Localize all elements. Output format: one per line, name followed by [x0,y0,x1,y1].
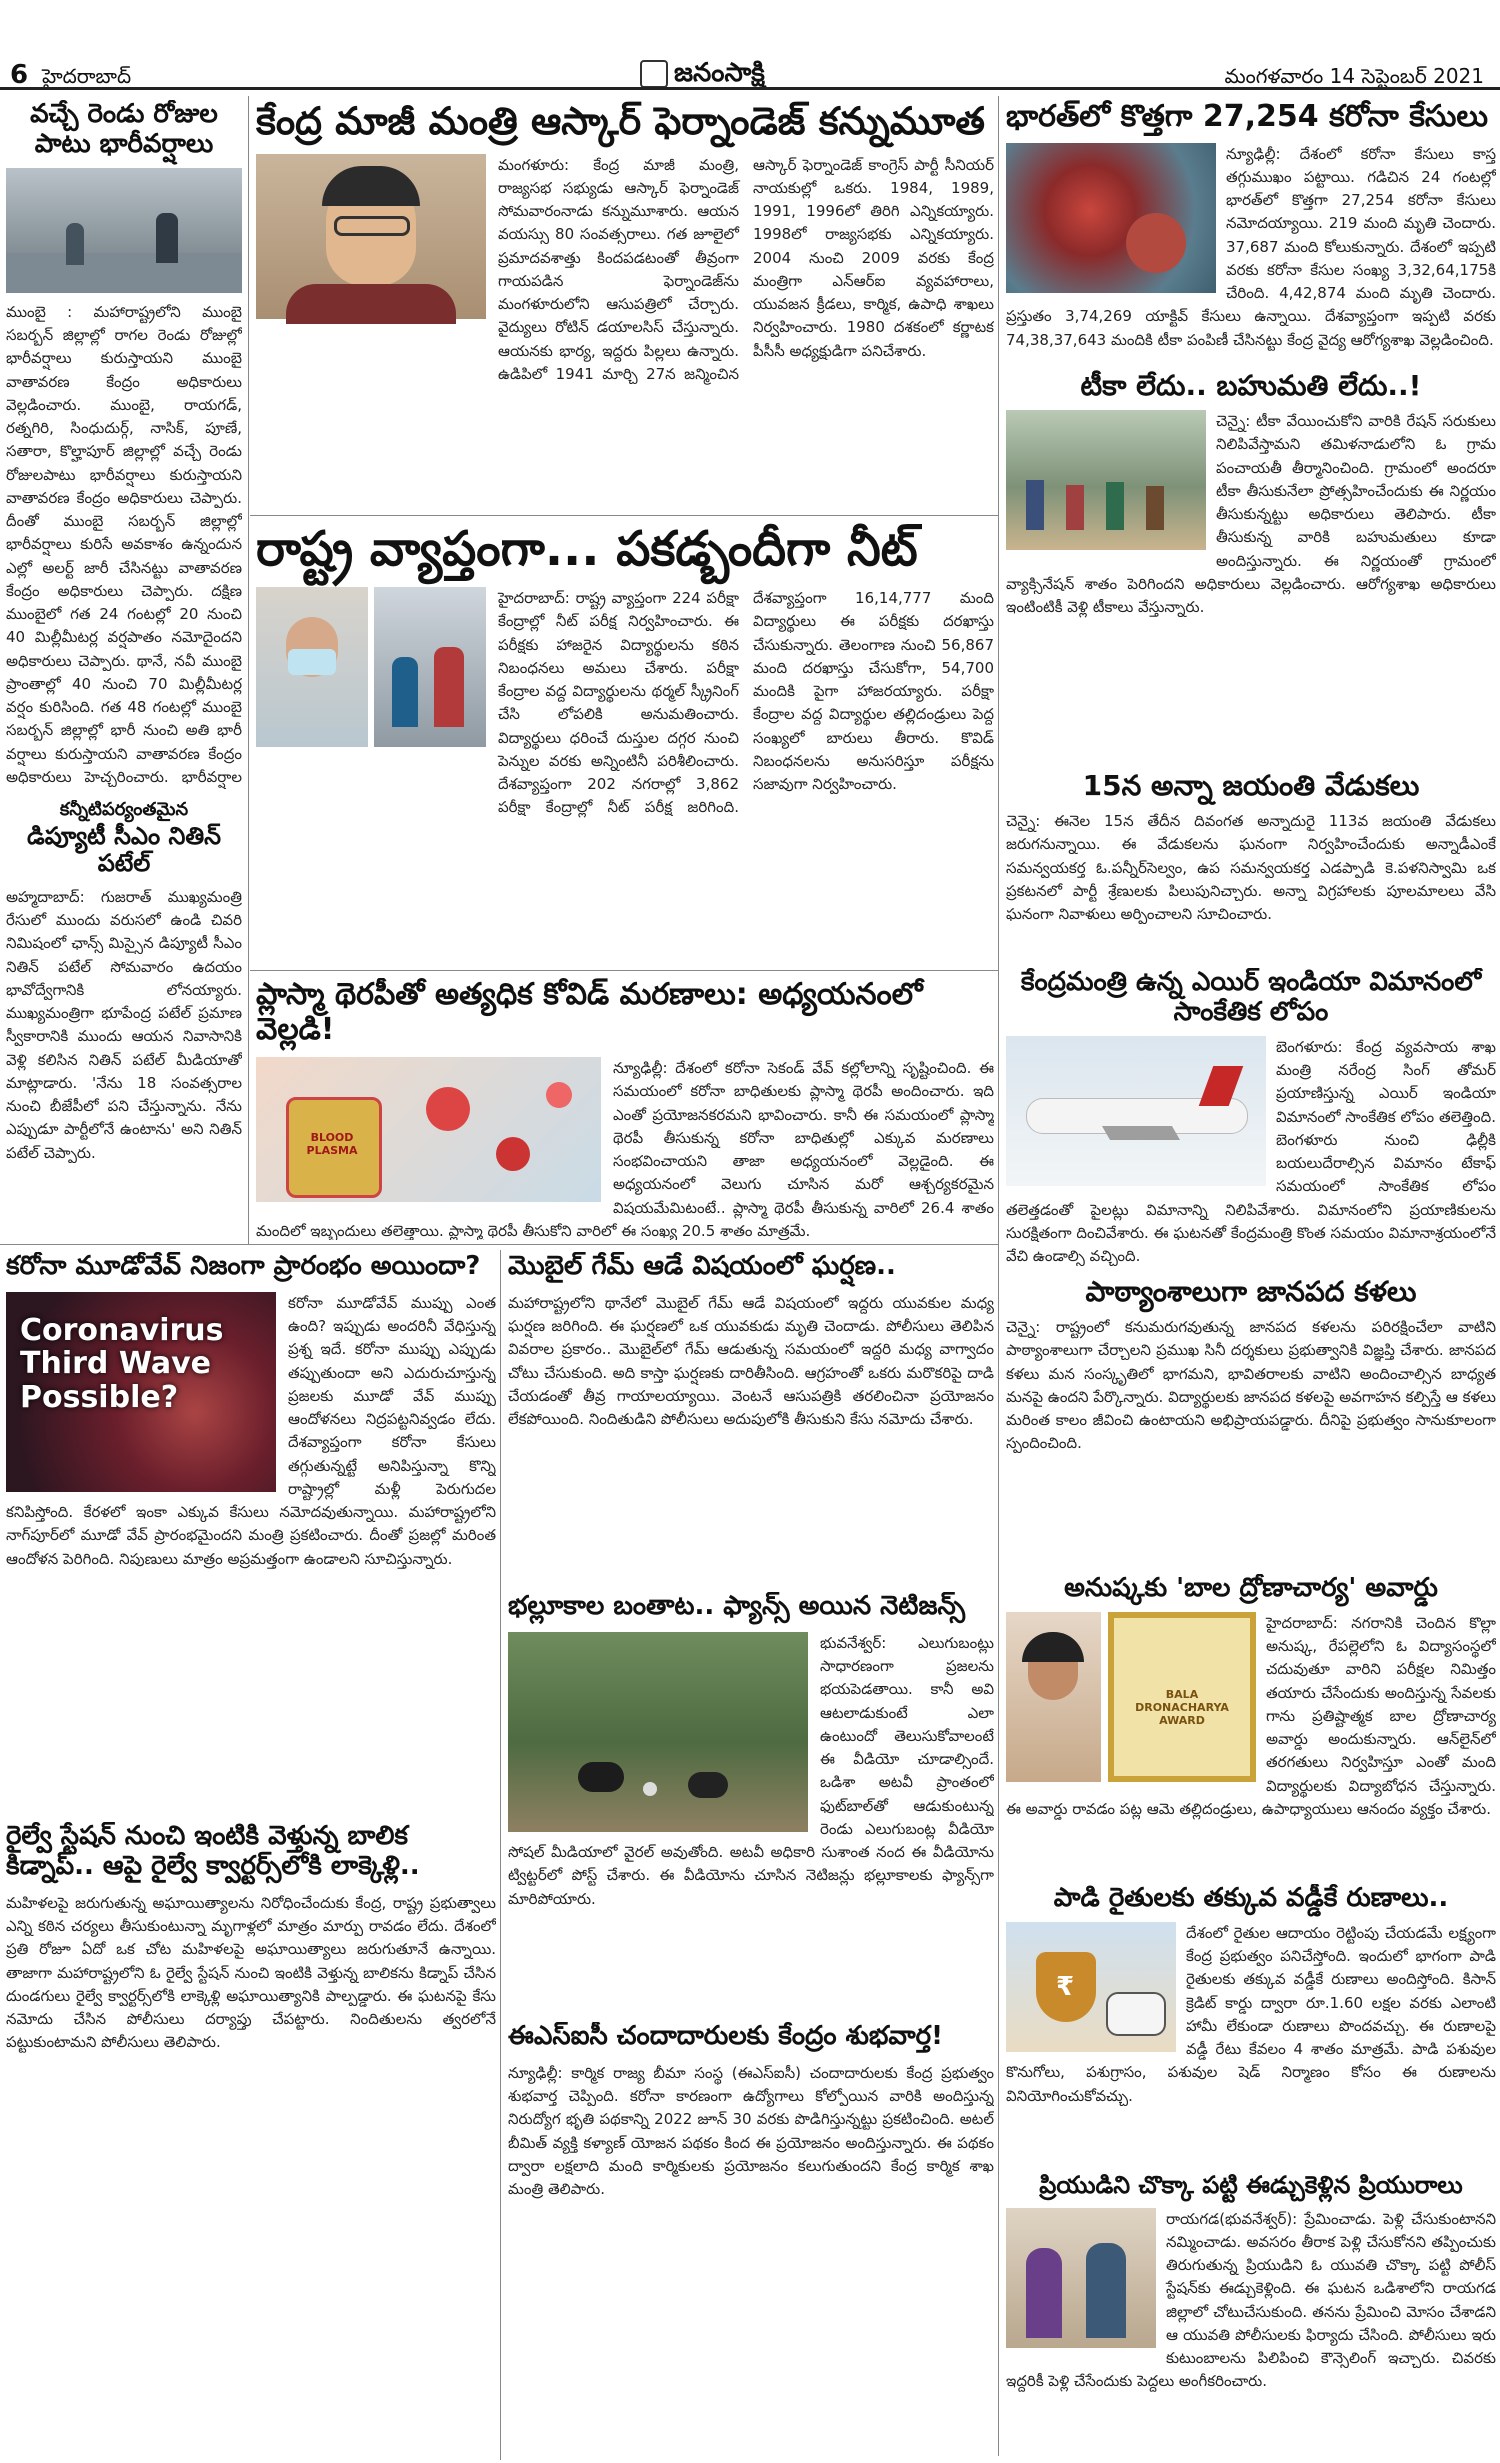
kicker: కన్నీటిపర్యంతమైన [59,800,189,820]
award-certificate [1108,1612,1256,1782]
person-figure [434,647,464,727]
anushka-photos [1006,1612,1256,1782]
third-wave-caption: Coronavirus Third Wave Possible? [20,1312,224,1416]
page-number: 6 [10,60,29,90]
person-figure [392,657,418,727]
article-anna [1006,770,1496,960]
article-body: మహిళలపై జరుగుతున్న అఘాయిత్యాలను నిరోధించేందుకు కేంద్ర, రాష్ట్ర ప్రభుత్వాలు ఎన్ని కఠిన చర్యలు తీసుకుంటున్నా మృగాళ్లలో మాత్రం మార్పు రావడం లేదు. దేశంలో ప్రతి రోజూ ఏదో ఒక చోట మహిళలపై అఘాయిత్యాలు జరుగుతూనే ఉన్నాయి. తాజాగా మహారాష్ట్రలోని ఓ రైల్వే స్టేషన్ నుంచి ఇంటికి వెళ్తున్న బాలికను కిడ్నాప్ చేసిన దుండగులు రైల్వే క్వార్టర్స్‌లోకి లాక్కెళ్లి అఘాయిత్యానికి పాల్పడ్డారు. ఈ ఘటనపై కేసు నమోదు చేసిన పోలీసులు దర్యాప్తు చేపట్టారు. నిందితులను త్వరలోనే పట్టుకుంటామని పోలీసులు తెలిపారు. [6,1893,496,2052]
headline: అనుష్కకు 'బాల ద్రోణాచార్య' అవార్డు [1064,1574,1438,1603]
anushka-portrait [1006,1612,1101,1782]
couple-photo [1006,2208,1156,2348]
headline: భారత్‌లో కొత్తగా 27,254 కరోనా కేసులు [1006,100,1489,134]
headline: డిప్యూటీ సీఎం నితిన్ పటేల్ [27,821,221,878]
article-covid-cases [1006,100,1496,362]
plasma-bag-label: BLOOD PLASMA [306,1131,358,1157]
headline: పాఠ్యాంశాలుగా జానపద కళలు [1085,1276,1417,1308]
hair [322,166,420,206]
article-body: భువనేశ్వర్: ఎలుగుబంట్లు సాధారణంగా ప్రజలను భయపెడతాయి. కానీ అవి ఆటలాడుకుంటే ఎలా ఉంటుందో తెలుసుకోవాలంటే ఈ వీడియో చూడాల్సిందే. ఒడిశా అటవీ ప్రాంతంలో ఫుట్‌బాల్‌తో ఆడుకుంటున్న రెండు ఎలుగుబంట్ల వీడియో సోషల్ మీడియాలో వైరల్ అవుతోంది. అటవీ అధికారి సుశాంత నంద ఈ వీడియోను ట్విట్టర్‌లో పోస్ట్ చేశారు. ఈ వీడియోను చూసిన నెటిజన్లు భల్లూకాలకు ఫ్యాన్స్‌గా మారిపోయారు. [508,1633,994,1908]
ball [643,1782,657,1796]
article-vaccine [1006,370,1496,760]
cow-icon [1106,1992,1166,2036]
article-body: మహారాష్ట్రలోని థానేలో మొబైల్ గేమ్ ఆడే విషయంలో ఇద్దరు యువకుల మధ్య ఘర్షణ జరిగింది. ఈ ఘర్షణలో ఒక యువకుడు మృతి చెందాడు. పోలీసులు తెలిపిన వివరాల ప్రకారం.. మొబైల్‌లో గేమ్ ఆడుతున్న సమయంలో ఇద్దరి మధ్య వాగ్వాదం చోటు చేసుకుంది. అది కాస్తా ఘర్షణకు దారితీసింది. ఆగ్రహంతో ఒకరు మరొకరిపై దాడి చేయడంతో తీవ్ర గాయాలయ్యాయి. వెంటనే ఆసుపత్రికి తరలించినా ప్రయోజనం లేకపోయింది. నిందితుడిని పోలీసులు అదుపులోకి తీసుకుని కేసు నమోదు చేశారు. [508,1293,994,1429]
headline: కరోనా మూడోవేవ్ నిజంగా ప్రారంభం అయిందా? [6,1252,481,1281]
aircraft-photo [1006,1036,1266,1186]
plasma-photo [256,1057,601,1202]
headline: ఈఎస్ఐసీ చందాదారులకు కేంద్రం శుభవార్త! [508,2022,943,2051]
headline: రాష్ట్ర వ్యాప్తంగా... పకడ్బందీగా నీట్ [256,522,918,577]
article-body: కరోనా మూడోవేవ్ ముప్పు ఎంత ఉంది? ఇప్పుడు అందరినీ వేధిస్తున్న ప్రశ్న ఇదే. కరోనా ముప్పు ఎప్పుడు తప్పుతుందా అని ఎదురుచూస్తున్న ప్రజలకు మూడో వేవ్ ముప్పు ఆందోళనలు నిద్రపట్టనివ్వడం లేదు. దేశవ్యాప్తంగా కరోనా కేసులు తగ్గుతున్నట్టే అనిపిస్తున్నా కొన్ని రాష్ట్రాల్లో మళ్లీ పెరుగుదల కనిపిస్తోంది. కేరళలో ఇంకా ఎక్కువ కేసులు నమోదవుతున్నాయి. మహారాష్ట్రలోని నాగ్‌పూర్‌లో మూడో వేవ్ ప్రారంభమైందని మంత్రి ప్రకటించారు. దీంతో ప్రజల్లో మరింత ఆందోళన పెరిగింది. నిపుణులు మాత్రం అప్రమత్తంగా ఉండాలని సూచిస్తున్నారు. [6,1293,496,1568]
article-dairy [1006,1884,1496,2164]
bear-figure [578,1762,624,1792]
person-figure [66,223,84,265]
virus-icon [1126,213,1186,273]
city-name: హైదరాబాద్ [42,64,132,88]
article-neet [256,522,994,966]
row-rule [250,515,998,516]
article-body: న్యూఢిల్లీ: దేశంలో కరోనా కేసులు కాస్త తగ్గుముఖం పట్టాయి. గడిచిన 24 గంటల్లో భారత్‌లో కొత్తగా 27,254 కరోనా కేసులు నమోదయ్యాయి. 219 మంది మృతి చెందారు. 37,687 మంది కోలుకున్నారు. దేశంలో ఇప్పటి వరకు కరోనా కేసుల సంఖ్య 3,32,64,175కి చేరింది. 4,42,874 మంది మృతి చెందారు. ప్రస్తుతం 3,74,269 యాక్టివ్ కేసులు ఉన్నాయి. దేశవ్యాప్తంగా ఇప్పటి వరకు 74,38,37,643 మందికి టీకా పంపిణీ చేసినట్టు కేంద్ర వైద్య ఆరోగ్యశాఖ వెల్లడించింది. [1006,144,1496,349]
headline: భల్లూకాల బంతాట.. ఫ్యాన్స్ అయిన నెటిజన్స్ [508,1592,966,1621]
exam-centre-photo [374,587,486,747]
headline: ప్రియుడిని చొక్కా పట్టి ఈడ్చుకెళ్లిన ప్రియురాలు [1039,2172,1463,2199]
rupee-icon: ₹ [1056,1971,1075,2002]
article-plasma [256,978,994,1240]
headline: ప్లాస్మా థెరపీతో అత్యధిక కోవిడ్ మరణాలు: అధ్యయనంలో వెల్లడి! [256,978,923,1047]
face-mask [288,649,336,675]
column-rule [998,96,999,2456]
headline: టీకా లేదు.. బహుమతి లేదు..! [1080,370,1422,402]
article-body: దేశంలో రైతుల ఆదాయం రెట్టింపు చేయడమే లక్ష్యంగా కేంద్ర ప్రభుత్వం పనిచేస్తోంది. ఇందులో భాగంగా పాడి రైతులకు తక్కువ వడ్డీకే రుణాలు అందిస్తోంది. కిసాన్ క్రెడిట్ కార్డు ద్వారా రూ.1.60 లక్షల వరకు ఎలాంటి హామీ లేకుండా రుణాలు పొందవచ్చు. ఈ రుణాలపై వడ్డీ రేటు కేవలం 4 శాతం మాత్రమే. పాడి పశువుల కొనుగోలు, పశుగ్రాసం, పశువుల షెడ్ నిర్మాణం కోసం ఈ రుణాలను వినియోగించుకోవచ్చు. [1006,1923,1496,2105]
headline: 15న అన్నా జయంతి వేడుకలు [1082,770,1420,802]
article-body: న్యూఢిల్లీ: కార్మిక రాజ్య బీమా సంస్థ (ఈఎస్ఐసీ) చందాదారులకు కేంద్ర ప్రభుత్వం శుభవార్త చెప్పింది. కరోనా కారణంగా ఉద్యోగాలు కోల్పోయిన వారికి అందిస్తున్న నిరుద్యోగ భృతి పథకాన్ని 2022 జూన్ 30 వరకు పొడిగిస్తున్నట్టు ప్రకటించింది. అటల్ బీమిత్ వ్యక్తి కళ్యాణ్ యోజన పథకం కింద ఈ ప్రయోజనం అందిస్తున్నారు. ఈ పథకం ద్వారా లక్షలాది మంది కార్మికులకు ప్రయోజనం కలుగుతుందని కేంద్ర కార్మిక శాఖ మంత్రి తెలిపారు. [508,2063,994,2199]
person-figure [1026,480,1044,530]
oscar-portrait [256,154,486,319]
neet-photos [256,587,486,747]
person-figure [156,213,178,263]
article-corona-wave [6,1252,496,1812]
third-wave-graphic [6,1292,276,1492]
person-figure [1106,482,1124,530]
article-mobile-game [508,1252,994,1582]
hair [1022,1632,1084,1662]
article-body: మంగళూరు: కేంద్ర మాజీ మంత్రి, రాజ్యసభ సభ్యుడు ఆస్కార్ ఫెర్నాండెజ్ సోమవారంనాడు కన్నుమూశారు. ఆయన వయస్సు 80 సంవత్సరాలు. గత జూలైలో ప్రమాదవశాత్తు కిందపడటంతో తీవ్రంగా గాయపడిన ఫెర్నాండెజ్‌ను మంగళూరులోని ఆసుపత్రిలో చేర్చారు. వైద్యులు రోటిన్ డయాలసిస్ చేస్తున్నారు. ఆయనకు భార్య, ఇద్దరు పిల్లలు ఉన్నారు. ఉడిపిలో 1941 మార్చి 27న జన్మించిన ఆస్కార్ ఫెర్నాండెజ్ కాంగ్రెస్ పార్టీ సీనియర్ నాయకుల్లో ఒకరు. 1984, 1989, 1991, 1996లో తిరిగి ఎన్నికయ్యారు. 1998లో రాజ్యసభకు ఎన్నికయ్యారు. 2004 నుంచి 2009 వరకు కేంద్ర మంత్రిగా ఎన్‌ఆర్‌ఐ వ్యవహారాలు, యువజన క్రీడలు, కార్మిక, ఉపాధి శాఖలు నిర్వహించారు. 1980 దశకంలో కర్ణాటక పీసీసీ అధ్యక్షుడిగా పనిచేశారు. [498,155,994,383]
rain-photo [6,168,242,293]
paper-logo [640,58,765,90]
article-body: హైదరాబాద్: నగరానికి చెందిన కొల్లా అనుష్క, రేపల్లెలోని ఓ విద్యాసంస్థలో చదువుతూ వారిని పరీక్షల నిమిత్తం తయారు చేసేందుకు అందిస్తున్న సేవలకు గాను ప్రతిష్టాత్మక బాల ద్రోణాచార్య అవార్డు అందుకున్నారు. ఆన్‌లైన్‌లో తరగతులు నిర్వహిస్తూ ఎంతో మంది విద్యార్థులకు విద్యాబోధన చేస్తున్నారు. ఈ అవార్డు రావడం పట్ల ఆమె తల్లిదండ్రులు, ఉపాధ్యాయులు ఆనందం వ్యక్తం చేశారు. [1006,1613,1496,1818]
virus-icon [426,1087,470,1131]
shirt [286,284,456,324]
person-figure [1086,2243,1126,2338]
article-anushka [1006,1574,1496,1874]
column-rule [500,1250,501,2460]
paper-name: జనంసాక్షి [674,58,765,88]
headline: రైల్వే స్టేషన్ నుంచి ఇంటికి వెళ్తున్న బాలిక కిడ్నాప్.. ఆపై రైల్వే క్వార్టర్స్‌లోకి లాక్కెళ్లి.. [6,1822,420,1881]
aircraft-wing [1102,1126,1180,1140]
virus-icon [496,1137,530,1171]
headline: కేంద్ర మాజీ మంత్రి ఆస్కార్ ఫెర్నాండెజ్ కన్నుమూత [256,100,985,143]
article-body: చెన్నై: ఈనెల 15న తేదీన దివంగత అన్నాదురై 113వ జయంతి వేడుకలు జరుగనున్నాయి. ఈ వేడుకలను ఘనంగా నిర్వహించేందుకు అన్నాడీఎంకే సమన్వయకర్త ఓ.పన్నీర్‌సెల్వం, ఉప సమన్వయకర్త ఎడప్పాడి కె.పళనిస్వామి ఒక ప్రకటనలో పార్టీ శ్రేణులకు పిలుపునిచ్చారు. అన్నా విగ్రహాలకు పూలమాలలు వేసి ఘనంగా నివాళులు అర్పించాలని సూచించారు. [1006,812,1496,924]
virus-icon [546,1082,572,1108]
flooded-street [6,253,242,293]
article-body: రాయగడ(భువనేశ్వర్): ప్రేమించాడు. పెళ్లి చేసుకుంటానని నమ్మించాడు. అవసరం తీరాక పెళ్లి చేసుకోనని తప్పించుకు తిరుగుతున్న ప్రియుడిని ఓ యువతి చొక్కా పట్టి పోలీస్ స్టేషన్‌కు ఈడ్చుకెళ్లింది. ఈ ఘటన ఒడిశాలోని రాయగడ జిల్లాలో చోటుచేసుకుంది. తనను ప్రేమించి మోసం చేశాడని ఆ యువతి పోలీసులకు ఫిర్యాదు చేసింది. పోలీసులు ఇరు కుటుంబాలను పిలిపించి కౌన్సెలింగ్ ఇచ్చారు. చివరకు ఇద్దరికీ పెళ్లి చేసేందుకు పెద్దలు అంగీకరించారు. [1006,2209,1496,2391]
row-rule [0,1244,998,1245]
article-body: చెన్నై: రాష్ట్రంలో కనుమరుగవుతున్న జానపద కళలను పరిరక్షించేలా వాటిని పాఠ్యాంశాలుగా చేర్చాలని ప్రముఖ సినీ దర్శకులు ప్రభుత్వానికి విజ్ఞప్తి చేశారు. జానపద కళలు మన సంస్కృతిలో భాగమని, భావితరాలకు వాటిని అందించాల్సిన బాధ్యత మనపై ఉందని పేర్కొన్నారు. విద్యార్థులకు జానపద కళలపై అవగాహన కల్పిస్తే ఆ కళలు మరింత కాలం జీవించి ఉంటాయని అభిప్రాయపడ్డారు. దీనిపై ప్రభుత్వం సానుకూలంగా స్పందించింది. [1006,1318,1496,1453]
vaccine-queue-photo [1006,410,1206,550]
dairy-graphic [1006,1922,1176,2052]
virus-photo [1006,143,1216,293]
person-figure [1026,2248,1062,2338]
headline: కేంద్రమంత్రి ఉన్న ఎయిర్ ఇండియా విమానంలో సాంకేతిక లోపం [1020,968,1482,1027]
person-figure [1146,486,1164,530]
row-rule [250,970,998,971]
article-rain [6,100,242,790]
article-body: ముంబై : మహారాష్ట్రలోని ముంబై సబర్బన్ జిల్లాల్లో రాగల రెండు రోజుల్లో భారీవర్షాలు కురుస్తాయని ముంబై వాతావరణ కేంద్రం అధికారులు వెల్లడించారు. ముంబై, రాయగడ్, రత్నగిరి, సింధుదుర్గ్, నాసిక్, పూణే, సతారా, కొల్హాపూర్ జిల్లాల్లో వచ్చే రెండు రోజులపాటు భారీవర్షాలు కురుస్తాయని వాతావరణ కేంద్రం అధికారులు చెప్పారు. దీంతో ముంబై సబర్బన్ జిల్లాల్లో భారీవర్షాలు కురిసే అవకాశం ఉన్నందున ఎల్లో అలర్ట్ జారీ చేసినట్టు వాతావరణ కేంద్రం అధికారులు చెప్పారు. దక్షిణ ముంబైలో గత 24 గంటల్లో 20 నుంచి 40 మిల్లీమీటర్ల వర్షపాతం నమోదైందని అధికారులు చెప్పారు. థానే, నవీ ముంబై ప్రాంతాల్లో 40 నుంచి 70 మిల్లీమీటర్ల వర్షం కురిసింది. గత 48 గంటల్లో ముంబై సబర్బన్ జిల్లాల్లో భారీ నుంచి అతి భారీ వర్షాలు కురుస్తాయని వాతావరణ కేంద్రం అధికారులు హెచ్చరించారు. భారీవర్షాల [6,302,242,786]
certificate-title: BALA DRONACHARYA AWARD [1135,1687,1229,1727]
paper-logo-icon [640,60,668,88]
masthead [0,0,1500,90]
article-body: హైదరాబాద్: రాష్ట్ర వ్యాప్తంగా 224 పరీక్షా కేంద్రాల్లో నీట్ పరీక్ష నిర్వహించారు. ఈ పరీక్షకు హాజరైన విద్యార్థులను కఠిన నిబంధనలు అమలు చేశారు. పరీక్షా కేంద్రాల వద్ద విద్యార్థులను థర్మల్ స్క్రీనింగ్ చేసి లోపలికి అనుమతించారు. విద్యార్థులు ధరించే దుస్తుల దగ్గర నుంచి పెన్నుల వరకు అన్నింటినీ పరిశీలించారు. దేశవ్యాప్తంగా 202 నగరాల్లో 3,862 పరీక్షా కేంద్రాల్లో నీట్ పరీక్ష జరిగింది. దేశవ్యాప్తంగా 16,14,777 మంది విద్యార్థులు ఈ పరీక్షకు దరఖాస్తు చేసుకున్నారు. తెలంగాణ నుంచి 56,867 మంది దరఖాస్తు చేసుకోగా, 54,700 మందికి పైగా హాజరయ్యారు. పరీక్షా కేంద్రాల వద్ద విద్యార్థుల తల్లిదండ్రులు పెద్ద సంఖ్యలో బారులు తీరారు. కొవిడ్ నిబంధనలను అనుసరిస్తూ పరీక్షను సజావుగా నిర్వహించారు. [498,589,994,817]
article-kidnap [6,1822,496,2458]
person-figure [1066,485,1084,530]
article-bears [508,1592,994,2012]
headline: పాడి రైతులకు తక్కువ వడ్డీకే రుణాలు.. [1053,1884,1449,1913]
article-body: న్యూఢిల్లీ: దేశంలో కరోనా సెకండ్ వేవ్ కల్లోలాన్ని సృష్టించింది. ఈ సమయంలో కరోనా బాధితులకు ప్లాస్మా థెరపీ అందించారు. ఇది ఎంతో ప్రయోజనకరమని భావించారు. కానీ ఈ సమయంలో ప్లాస్మా థెరపీ తీసుకున్న కరోనా బాధితుల్లో ఎక్కువ మరణాలు సంభవించాయని తాజా అధ్యయనంలో వెల్లడైంది. ఈ అధ్యయనంలో వెలుగు చూసిన మరో ఆశ్చర్యకరమైన విషయమేమిటంటే.. ప్లాస్మా థెరపీ తీసుకున్న వారిలో 26.4 శాతం మందిలో ఇబ్బందులు తలెత్తాయి. ప్లాస్మా థెరపీ తీసుకోని వారిలో ఈ సంఖ్య 20.5 శాతం మాత్రమే. [256,1059,994,1240]
article-body: చెన్నై: టీకా వేయించుకోని వారికి రేషన్ సరుకులు నిలిపివేస్తామని తమిళనాడులోని ఓ గ్రామ పంచాయతీ తీర్మానించింది. గ్రామంలో అందరూ టీకా తీసుకునేలా ప్రోత్సహించేందుకు ఈ నిర్ణయం తీసుకున్నట్టు అధికారులు తెలిపారు. టీకా తీసుకున్న వారికి బహుమతులు కూడా అందిస్తున్నారు. ఈ నిర్ణయంతో గ్రామంలో వ్యాక్సినేషన్ శాతం పెరిగిందని అధికారులు వెల్లడించారు. ఆరోగ్యశాఖ అధికారులు ఇంటింటికీ వెళ్లి టీకాలు వేస్తున్నారు. [1006,412,1496,617]
glasses [334,216,410,236]
column-rule [248,96,249,1244]
article-air-india [1006,968,1496,1268]
article-body: బెంగళూరు: కేంద్ర వ్యవసాయ శాఖ మంత్రి నరేంద్ర సింగ్ తోమర్ ప్రయాణిస్తున్న ఎయిర్ ఇండియా విమానంలో సాంకేతిక లోపం తలెత్తింది. బెంగళూరు నుంచి ఢిల్లీకి బయలుదేరాల్సిన విమానం టేకాఫ్ సమయంలో సాంకేతిక లోపం తలెత్తడంతో పైలట్లు విమానాన్ని నిలిపివేశారు. విమానంలోని ప్రయాణికులను సురక్షితంగా దించివేశారు. ఈ ఘటనతో కేంద్రమంత్రి కొంత సమయం విమానాశ్రయంలోనే వేచి ఉండాల్సి వచ్చింది. [1006,1037,1496,1266]
article-gujarat [6,800,242,1240]
article-oscar [256,100,994,510]
issue-date: మంగళవారం 14 సెప్టెంబర్ 2021 [1224,64,1484,88]
headline: మొబైల్ గేమ్ ఆడే విషయంలో ఘర్షణ.. [508,1252,896,1281]
bear-figure [688,1772,728,1798]
headline: వచ్చే రెండు రోజుల పాటు భారీవర్షాలు [30,100,218,159]
article-body: అహ్మదాబాద్: గుజరాత్ ముఖ్యమంత్రి రేసులో ముందు వరుసలో ఉండి చివ‌రి నిమిషంలో ఛాన్స్ మిస్సైన డిప్యూటీ సీఎం నితిన్ పటేల్ సోమవారం ఉదయం భావోద్వేగానికి లోనయ్యారు. ముఖ్యమంత్రిగా భూపేంద్ర పటేల్ ప్రమాణ స్వీకారానికి ముందు ఆయన నివాసానికి వెళ్లి కలిసిన నితిన్ పటేల్ మీడియాతో మాట్లాడారు. 'నేను 18 సంవత్సరాల నుంచి బీజేపీలో పని చేస్తున్నాను. నేను ఎప్పుడూ పార్టీలోనే ఉంటాను' అని నితిన్ పటేల్ చెప్పారు. [6,887,242,1162]
student-mask-photo [256,587,368,747]
article-esic [508,2022,994,2458]
article-lovers [1006,2172,1496,2458]
article-folk-arts [1006,1276,1496,1566]
bears-photo [508,1632,808,1832]
